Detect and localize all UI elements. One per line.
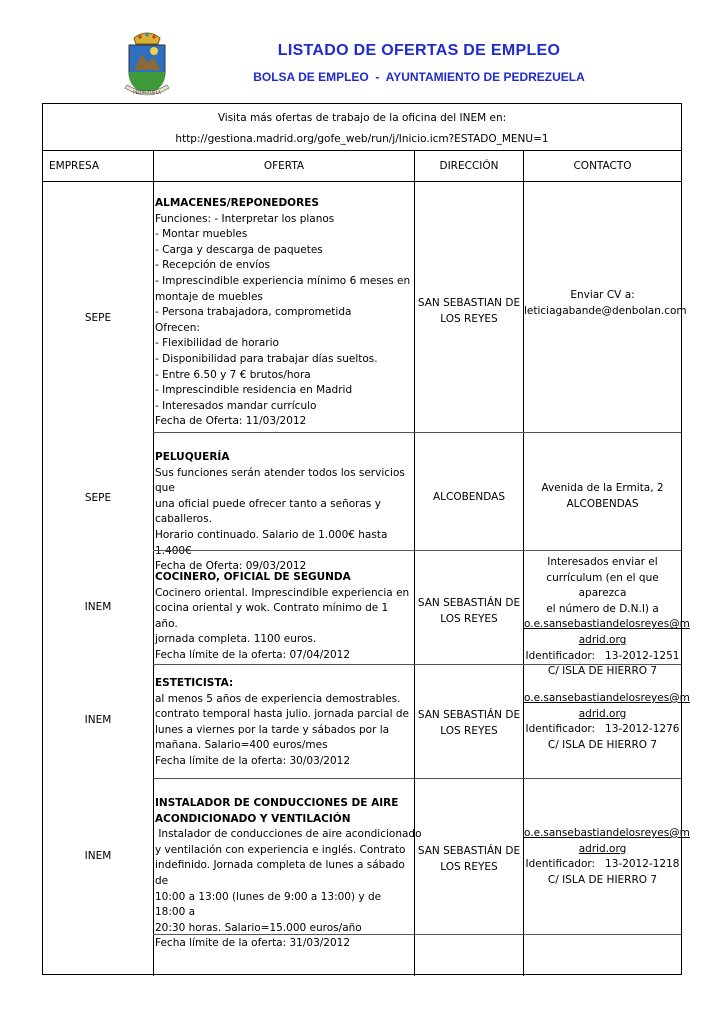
offer-line: - Imprescindible residencia en Madrid bbox=[155, 384, 353, 397]
contact-email[interactable]: o.e.sansebastiandelosreyes@m bbox=[524, 618, 690, 631]
offer-line: Horario continuado. Salario de 1.000€ hasta 1.400€ bbox=[155, 528, 388, 557]
contact-line: Enviar CV a: bbox=[570, 289, 635, 301]
column-header-empresa: EMPRESA bbox=[49, 160, 99, 172]
offer-line: caballeros. bbox=[155, 513, 212, 526]
contact-line: currículum (en el que aparezca bbox=[546, 571, 659, 600]
row-divider bbox=[153, 432, 681, 433]
offer-line: - Imprescindible experiencia mínimo 6 meses en bbox=[155, 274, 411, 287]
offer-contact bbox=[524, 691, 690, 753]
contact-line: Avenida de la Ermita, 2 bbox=[541, 482, 664, 494]
divider bbox=[43, 150, 681, 151]
offer-line: y ventilación con experiencia e inglés. Contrato bbox=[155, 843, 406, 856]
page-subtitle: BOLSA DE EMPLEO - AYUNTAMIENTO DE PEDREZUELA bbox=[253, 70, 585, 84]
offer-title: PELUQUERÍA bbox=[155, 451, 230, 463]
offer-line: cocina oriental y wok. Contrato mínimo de 1 año. bbox=[155, 602, 389, 630]
column-divider bbox=[153, 150, 154, 976]
offer-line: Fecha límite de la oferta: 31/03/2012 bbox=[155, 937, 351, 950]
offer-address bbox=[415, 708, 523, 739]
contact-line: el número de D.N.I) a bbox=[546, 602, 659, 615]
offer-line: indefinido. Jornada completa de lunes a sábado de bbox=[155, 859, 405, 887]
offer-title: INSTALADOR DE CONDUCCIONES DE AIRE ACONDICIONADO Y VENTILACIÓN bbox=[155, 797, 399, 825]
contact-email[interactable]: o.e.sansebastiandelosreyes@m bbox=[524, 692, 690, 704]
offer-line: jornada completa. 1100 euros. bbox=[155, 633, 317, 646]
offer-company: INEM bbox=[84, 601, 112, 613]
contact-line: Identificador: 13-2012-1251 bbox=[525, 649, 680, 662]
offer-line: - Persona trabajadora, comprometida bbox=[155, 306, 352, 319]
contact-email[interactable]: adrid.org bbox=[578, 707, 627, 720]
column-header-oferta: OFERTA bbox=[263, 160, 305, 172]
offer-line: - Carga y descarga de paquetes bbox=[155, 243, 323, 256]
offer-line: 10:00 a 13:00 (lunes de 9:00 a 13:00) y de 18:00 a bbox=[155, 890, 382, 919]
offer-line: mañana. Salario=400 euros/mes bbox=[155, 739, 328, 752]
row-divider bbox=[153, 934, 681, 935]
offer-line: Ofrecen: bbox=[155, 321, 200, 334]
address-line: ALCOBENDAS bbox=[432, 491, 506, 503]
offer-line: Sus funciones serán atender todos los servicios que bbox=[155, 466, 405, 495]
contact-line: Identificador: 13-2012-1218 bbox=[525, 858, 680, 871]
offer-line: Fecha de Oferta: 09/03/2012 bbox=[155, 560, 307, 573]
address-line: SAN SEBASTIÁN DE bbox=[417, 845, 521, 857]
offer-company: INEM bbox=[84, 714, 112, 726]
offer-line: - Interesados mandar currículo bbox=[155, 399, 317, 412]
offer-description bbox=[155, 796, 422, 952]
offer-line: contrato temporal hasta julio. jornada parcial de bbox=[155, 708, 409, 721]
offer-line: 20:30 horas. Salario=15.000 euros/año bbox=[155, 921, 362, 934]
offer-contact bbox=[524, 826, 690, 888]
logo-lettering: PEDREZUELA bbox=[133, 90, 161, 95]
offer-description bbox=[155, 570, 413, 664]
contact-line: Identificador: 13-2012-1276 bbox=[525, 723, 680, 736]
row-divider bbox=[153, 778, 681, 779]
offer-title: COCINERO, OFICIAL DE SEGUNDA bbox=[155, 571, 351, 583]
offer-line: Fecha límite de la oferta: 07/04/2012 bbox=[155, 648, 351, 661]
page-title: LISTADO DE OFERTAS DE EMPLEO bbox=[277, 42, 561, 59]
contact-line: C/ ISLA DE HIERRO 7 bbox=[547, 738, 658, 751]
address-line: SAN SEBASTIAN DE bbox=[417, 297, 521, 309]
contact-line: C/ ISLA DE HIERRO 7 bbox=[547, 873, 658, 886]
visit-text: Visita más ofertas de trabajo de la oficina del INEM en: bbox=[217, 112, 507, 124]
offer-line: Funciones: - Interpretar los planos bbox=[155, 212, 335, 225]
column-header-direccion: DIRECCIÓN bbox=[439, 160, 499, 172]
offer-line: una oficial puede ofrecer tanto a señoras y bbox=[155, 497, 381, 510]
offer-title: ESTETICISTA: bbox=[155, 677, 234, 689]
address-line: LOS REYES bbox=[440, 312, 498, 325]
column-header-contacto: CONTACTO bbox=[573, 160, 632, 172]
offer-line: - Montar muebles bbox=[155, 228, 248, 241]
offer-line: - Entre 6.50 y 7 € brutos/hora bbox=[155, 368, 311, 381]
offer-address bbox=[415, 490, 523, 506]
offer-description bbox=[155, 676, 413, 770]
divider bbox=[43, 181, 681, 182]
offer-contact bbox=[524, 481, 681, 512]
offer-line: montaje de muebles bbox=[155, 290, 263, 303]
contact-email[interactable]: adrid.org bbox=[578, 633, 627, 646]
visit-url[interactable]: http://gestiona.madrid.org/gofe_web/run/j/Inicio.icm?ESTADO_MENU=1 bbox=[175, 133, 549, 145]
offer-contact bbox=[524, 555, 690, 680]
offer-address bbox=[415, 596, 523, 627]
offer-line: lunes a viernes por la tarde y sábados por la bbox=[155, 723, 390, 736]
offer-line: - Flexibilidad de horario bbox=[155, 337, 279, 350]
offer-line: Cocinero oriental. Imprescindible experiencia en bbox=[155, 586, 410, 599]
offer-company: SEPE bbox=[84, 312, 112, 324]
offer-company: INEM bbox=[84, 850, 112, 862]
offer-line: al menos 5 años de experiencia demostrables. bbox=[155, 692, 401, 705]
coat-of-arms-logo bbox=[120, 30, 174, 102]
address-line: SAN SEBASTIÁN DE bbox=[417, 597, 521, 609]
address-line: SAN SEBASTIÁN DE bbox=[417, 709, 521, 721]
row-divider bbox=[153, 550, 681, 551]
offer-line: Fecha de Oferta: 11/03/2012 bbox=[155, 415, 307, 428]
address-line: LOS REYES bbox=[440, 860, 498, 873]
address-line: LOS REYES bbox=[440, 724, 498, 737]
contact-line: C/ ISLA DE HIERRO 7 bbox=[547, 665, 658, 678]
row-divider bbox=[153, 664, 681, 665]
contact-email[interactable]: adrid.org bbox=[578, 842, 627, 855]
offer-address bbox=[415, 844, 523, 875]
offer-line: Instalador de conducciones de aire acondicionado bbox=[155, 828, 422, 841]
contact-line: ALCOBENDAS bbox=[566, 497, 639, 510]
offer-line: Fecha límite de la oferta: 30/03/2012 bbox=[155, 754, 351, 767]
offer-description bbox=[155, 196, 413, 430]
offer-contact bbox=[524, 288, 687, 319]
offer-line: - Disponibilidad para trabajar días sueltos. bbox=[155, 352, 378, 365]
offer-title: ALMACENES/REPONEDORES bbox=[155, 197, 319, 209]
contact-email[interactable]: leticiagabande@denbolan.com bbox=[524, 304, 687, 317]
offer-address bbox=[415, 296, 523, 327]
offer-description bbox=[155, 450, 413, 575]
offer-line: - Recepción de envíos bbox=[155, 259, 271, 272]
offer-company: SEPE bbox=[84, 492, 112, 504]
contact-email[interactable]: o.e.sansebastiandelosreyes@m bbox=[524, 827, 690, 839]
contact-line: Interesados enviar el bbox=[547, 556, 658, 568]
job-offers-table bbox=[42, 103, 690, 975]
address-line: LOS REYES bbox=[440, 612, 498, 625]
